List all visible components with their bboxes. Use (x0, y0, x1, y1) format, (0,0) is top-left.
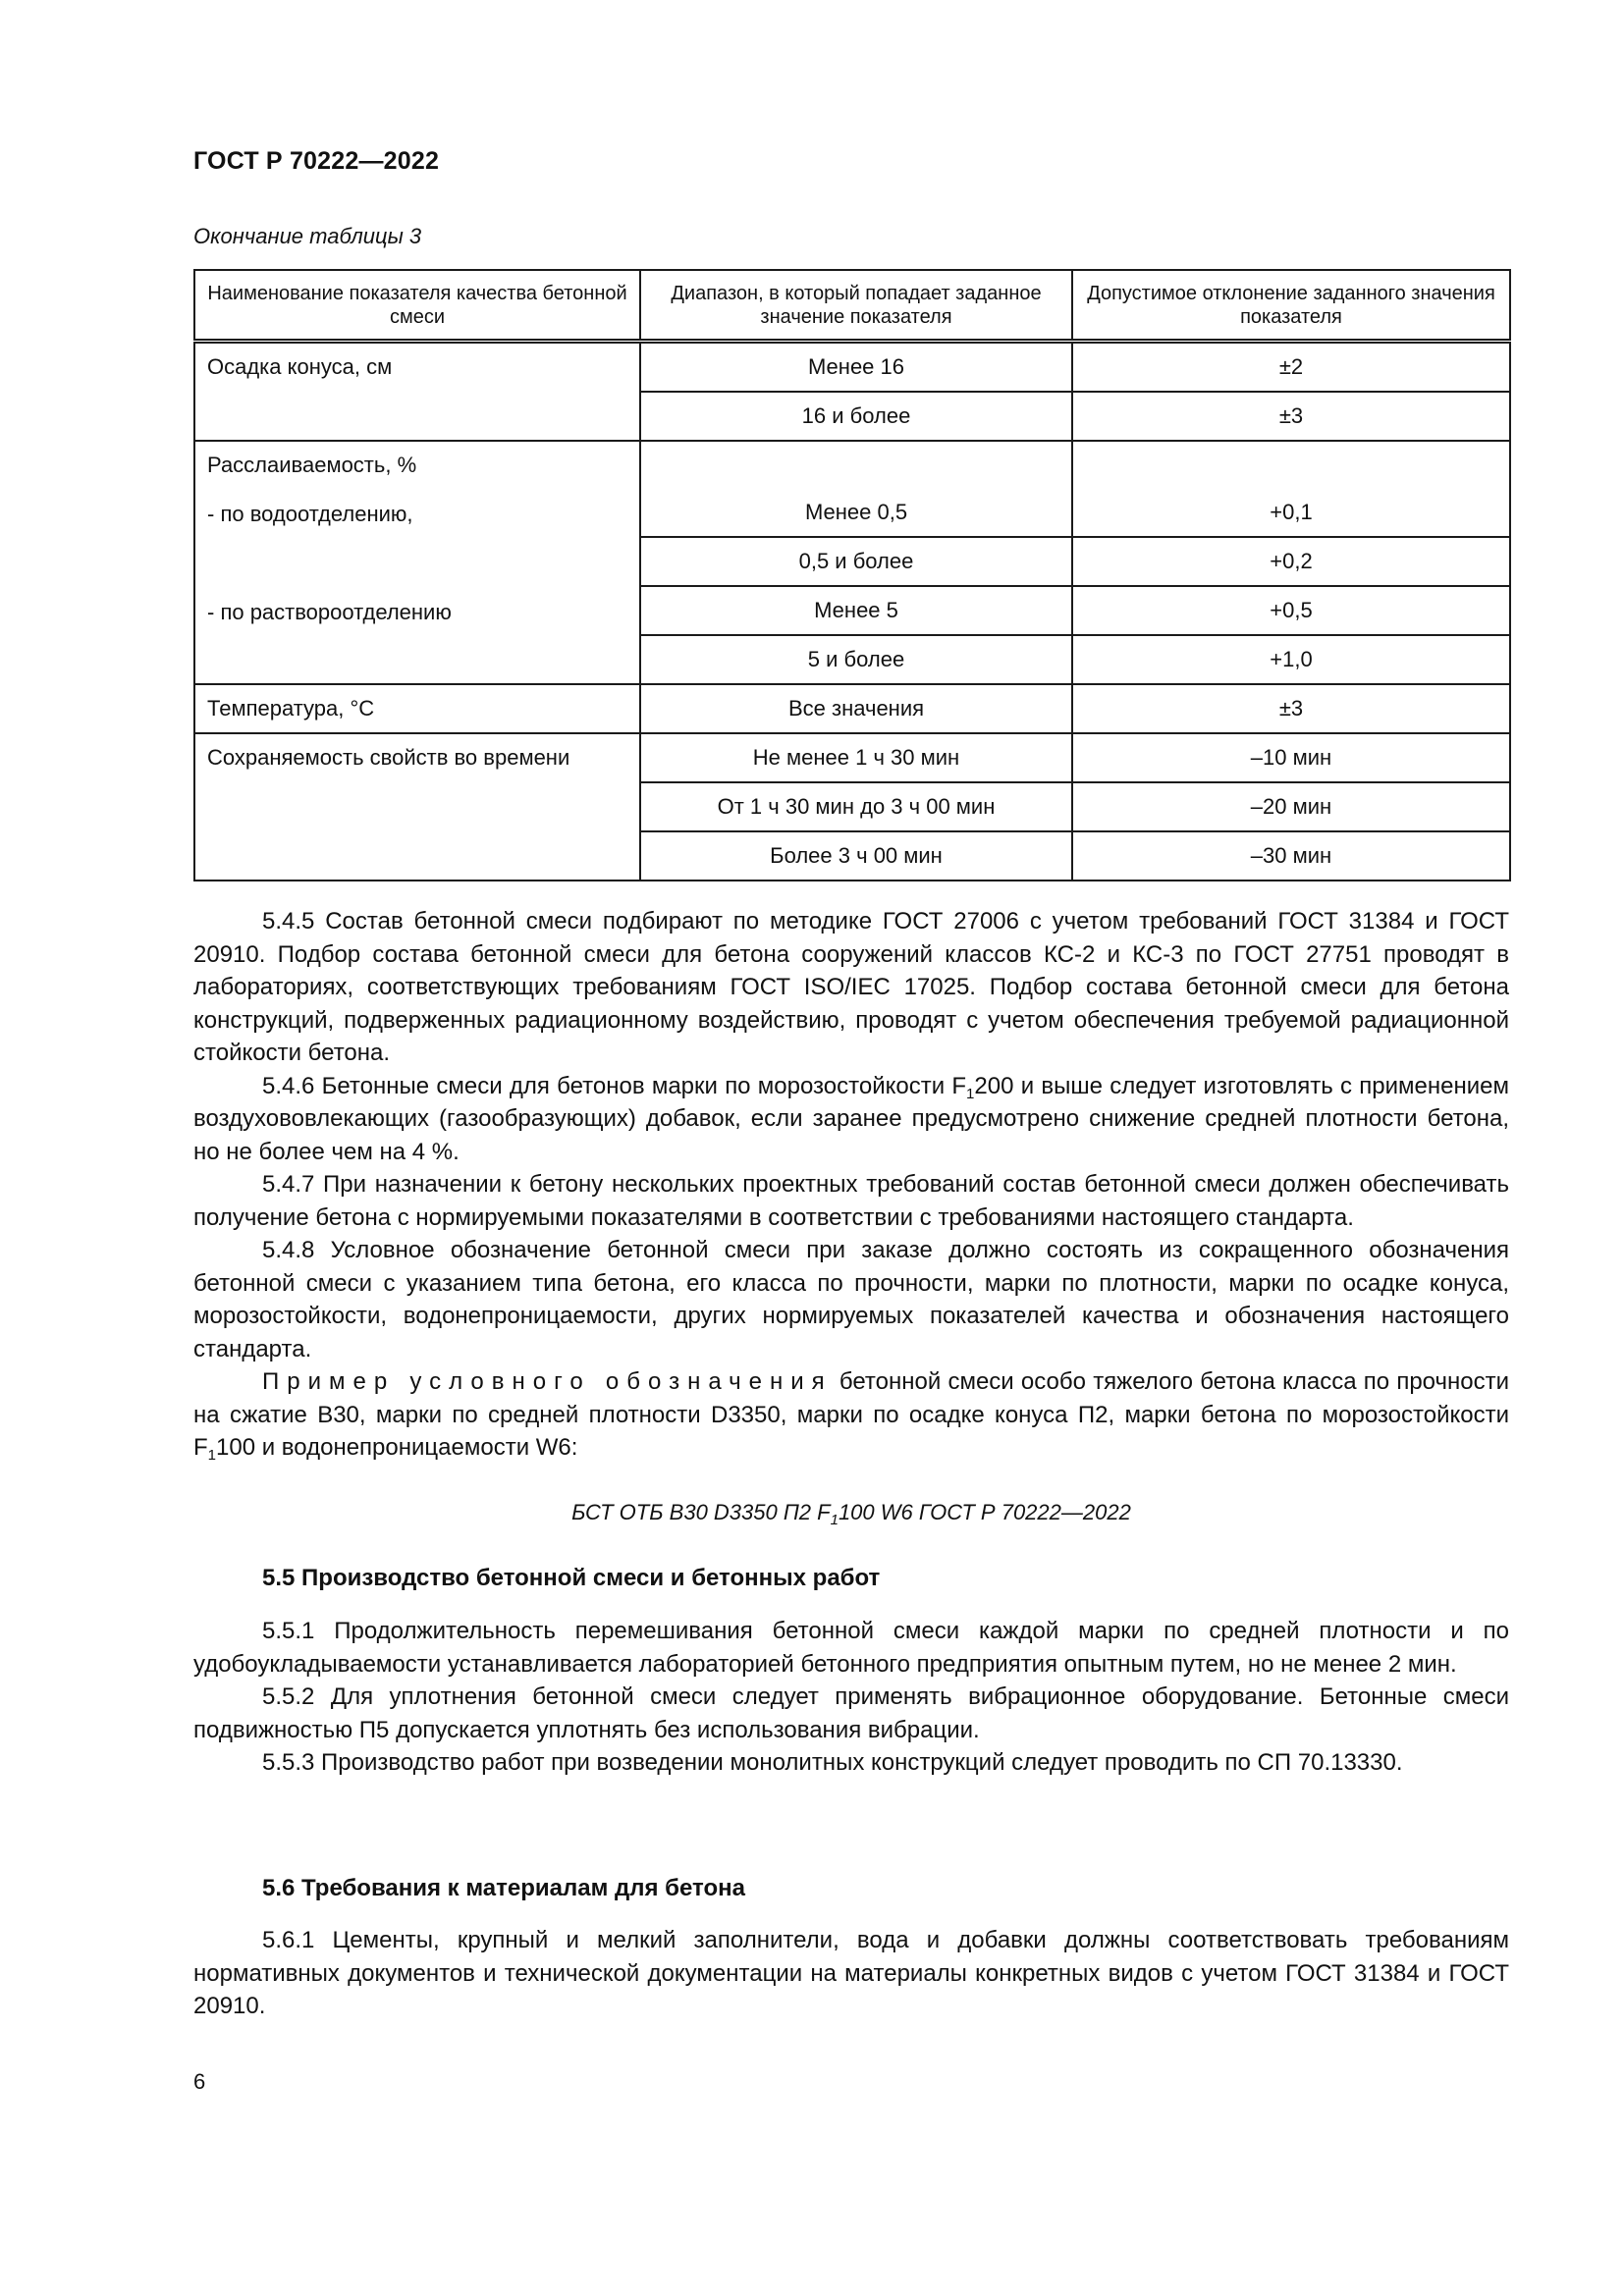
tolerance-cell: ±3 (1072, 392, 1510, 441)
indicator-spacer (207, 540, 639, 589)
table-row (194, 684, 1510, 733)
indicator-cell: Температура, °С (194, 684, 640, 733)
subscript: 1 (830, 1512, 839, 1528)
range-cell: Менее 5 (640, 586, 1072, 635)
tolerance-cell (1072, 441, 1510, 537)
section-5-5-text (193, 1615, 1509, 1780)
paragraph-5-4-6 (193, 1070, 1509, 1169)
paragraph-5-4-8: 5.4.8 Условное обозначение бетонной смеси при заказе должно состоять из сокращенного обозначения бетонной смеси с указанием типа бетона, его класса по прочности, марки по плотности, марки по осадке конуса, морозостойкости, водонепроницаемости, других нормируемых показателей качества и обозначения настоящего стандарта. (193, 1237, 1509, 1362)
indicator-sublabel: - по водоотделению, (207, 502, 413, 526)
text-run: 100 W6 ГОСТ Р 70222—2022 (838, 1500, 1131, 1524)
range-cell: Менее 16 (640, 342, 1072, 393)
column-header-range: Диапазон, в который попадает заданное значение показателя (640, 270, 1072, 342)
paragraph-5-5-1: 5.5.1 Продолжительность перемешивания бетонной смеси каждой марки по средней плотности и по удобоукладываемости устанавливается лабораторией бетонного предприятия опытным путем, но не менее 2 мин. (193, 1618, 1509, 1678)
section-5-6-text (193, 1924, 1509, 2023)
tolerance-cell: –10 мин (1072, 733, 1510, 782)
text-run: 100 и водонепроницаемости W6: (216, 1434, 578, 1461)
indicator-cell: Осадка конуса, см (194, 342, 640, 442)
section-heading-5-5: 5.5 Производство бетонной смеси и бетонных работ (262, 1565, 881, 1591)
table-row (194, 733, 1510, 782)
column-header-indicator: Наименование показателя качества бетонной смеси (194, 270, 640, 342)
tolerance-cell: +0,5 (1072, 586, 1510, 635)
paragraph-example (193, 1365, 1509, 1465)
range-cell: Не менее 1 ч 30 мин (640, 733, 1072, 782)
example-designation (193, 1500, 1509, 1528)
text-run: бетонной смеси особо тяжелого бетона класса по прочности на сжатие В30, марки по средней плотности D3350, марки по осадке конуса П2, марки бетона по морозостойкости F (193, 1368, 1510, 1461)
subscript: 1 (966, 1085, 975, 1102)
table-row (194, 441, 1510, 537)
indicator-label: Расслаиваемость, % (207, 453, 417, 477)
range-cell (640, 441, 1072, 537)
table-row (194, 342, 1510, 393)
text-run: 5.4.6 Бетонные смеси для бетонов марки по морозостойкости F (262, 1072, 967, 1099)
range-cell: Более 3 ч 00 мин (640, 831, 1072, 881)
range-cell: Все значения (640, 684, 1072, 733)
section-heading-5-6: 5.6 Требования к материалам для бетона (262, 1875, 745, 1901)
tolerance-cell: –30 мин (1072, 831, 1510, 881)
range-cell: 0,5 и более (640, 537, 1072, 586)
tolerance-table (193, 269, 1511, 881)
paragraph-5-5-3: 5.5.3 Производство работ при возведении монолитных конструкций следует проводить по СП 70.13330. (262, 1749, 1403, 1776)
paragraph-5-4-5: 5.4.5 Состав бетонной смеси подбирают по методике ГОСТ 27006 с учетом требований ГОСТ 31384 и ГОСТ 20910. Подбор состава бетонной смеси для бетона сооружений классов КС-2 и КС-3 по ГОСТ 27751 проводят в лабораториях, соответствующих требованиям ГОСТ ISO/IEC 17025. Подбор состава бетонной смеси для бетона конструкций, подверженных радиационному воздействию, проводят с учетом обеспечения требуемой радиационной стойкости бетона. (193, 908, 1509, 1066)
paragraph-5-6-1: 5.6.1 Цементы, крупный и мелкий заполнители, вода и добавки должны соответствовать требованиям нормативных документов и технической документации на материалы конкретных видов с учетом ГОСТ 31384 и ГОСТ 20910. (193, 1927, 1509, 2019)
range-cell: 5 и более (640, 635, 1072, 684)
tolerance-value: +0,1 (1270, 500, 1313, 524)
range-cell: От 1 ч 30 мин до 3 ч 00 мин (640, 782, 1072, 831)
indicator-cell-group (194, 441, 640, 684)
tolerance-cell: +1,0 (1072, 635, 1510, 684)
table-header-row (194, 270, 1510, 342)
paragraph-5-4-7: 5.4.7 При назначении к бетону нескольких проектных требований состав бетонной смеси должен обеспечивать получение бетона с нормируемыми показателями в соответствии с требованиями настоящего стандарта. (193, 1171, 1509, 1231)
clause-5-4-text (193, 905, 1509, 1465)
document-id-header: ГОСТ Р 70222—2022 (193, 147, 440, 175)
subscript: 1 (207, 1447, 217, 1464)
table-caption: Окончание таблицы 3 (193, 224, 422, 248)
paragraph-5-5-2: 5.5.2 Для уплотнения бетонной смеси следует применять вибрационное оборудование. Бетонные смеси подвижностью П5 допускается уплотнять без использования вибрации. (193, 1683, 1509, 1743)
range-cell: 16 и более (640, 392, 1072, 441)
indicator-sublabel: - по раствороотделению (207, 600, 452, 624)
tolerance-cell: –20 мин (1072, 782, 1510, 831)
text-run: 200 и выше следует изготовлять с применением воздухововлекающих (газообразующих) добавок, если заранее предусмотрено снижение средней плотности бетона, но не более чем на 4 %. (193, 1072, 1509, 1165)
tolerance-cell: ±2 (1072, 342, 1510, 393)
text-run: БСТ ОТБ В30 D3350 П2 F (571, 1500, 831, 1524)
example-lead: Пример условного обозначения (262, 1368, 833, 1395)
range-value: Менее 0,5 (804, 500, 908, 524)
tolerance-cell: +0,2 (1072, 537, 1510, 586)
tolerance-cell: ±3 (1072, 684, 1510, 733)
page-number: 6 (193, 2069, 206, 2094)
indicator-cell: Сохраняемость свойств во времени (194, 733, 640, 881)
column-header-tolerance: Допустимое отклонение заданного значения показателя (1072, 270, 1510, 342)
